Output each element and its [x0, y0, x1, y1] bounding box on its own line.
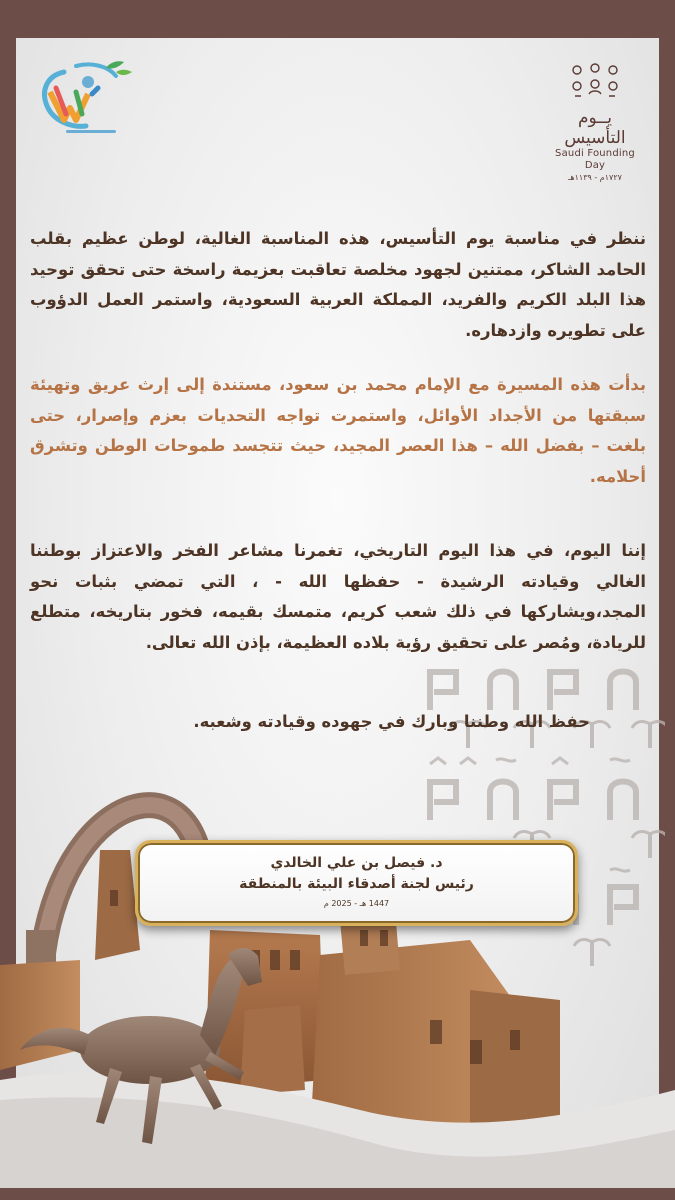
paragraph-prayer: حفظ الله وطننا وبارك في جهوده وقيادته وشعبه. — [193, 712, 590, 731]
paragraph-intro: ننظر في مناسبة يوم التأسيس، هذه المناسبة الغالية، لوطن عظيم بقلب الحامد الشاكر، ممتنين لجهود مخلصة تعاقبت بعزيمة راسخة حتى تحقق توحيد هذا البلد الكريم والفريد، المملكة العربية السعودية، واستمر العمل الدؤوب على تطويره وازدهاره. — [30, 229, 646, 340]
founding-day-emblem-icon — [567, 62, 623, 102]
paragraph-history: بدأت هذه المسيرة مع الإمام محمد بن سعود، مستندة إلى إرث عريق وتهيئة سبقتها من الأجداد الأوائل، واستمرت تواجه التحديات بعزم وإصرار، حتى بلغت – بفضل الله – هذا العصر المجيد، حيث تتجسد طموحات الوطن وتشرق أحلامه. — [30, 375, 646, 486]
top-frame-band — [0, 0, 675, 38]
heritage-scene — [0, 750, 675, 1190]
signature-date: 1447 هـ - 2025 م — [323, 899, 390, 908]
signer-name: د. فيصل بن علي الخالدي — [270, 855, 443, 871]
bottom-frame-band — [0, 1188, 675, 1200]
founding-day-title-en: Saudi Founding Day — [555, 148, 635, 171]
signature-plaque — [135, 840, 578, 926]
paragraph-today: إننا اليوم، في هذا اليوم التاريخي، تغمرنا مشاعر الفخر والاعتزاز بوطننا الغالي وقيادته الرشيدة - حفظها الله - ، التي تمضي بثبات نحو المجد،ويشاركها في ذلك شعب كريم، متمسك بقيمه، فخور بتاريخه، متطلع للريادة، ومُصر على تحقيق رؤية بلاده العظيمة، بإذن الله تعالى. — [30, 541, 646, 652]
committee-logo — [36, 58, 136, 138]
signer-title: رئيس لجنة أصدقاء البيئة بالمنطقة — [239, 876, 474, 892]
founding-day-years: ١٧٢٧م - ١١٣٩هـ — [568, 173, 622, 182]
founding-day-title-ar: يــوم التأسيس — [564, 108, 626, 148]
founding-day-logo — [545, 62, 645, 182]
